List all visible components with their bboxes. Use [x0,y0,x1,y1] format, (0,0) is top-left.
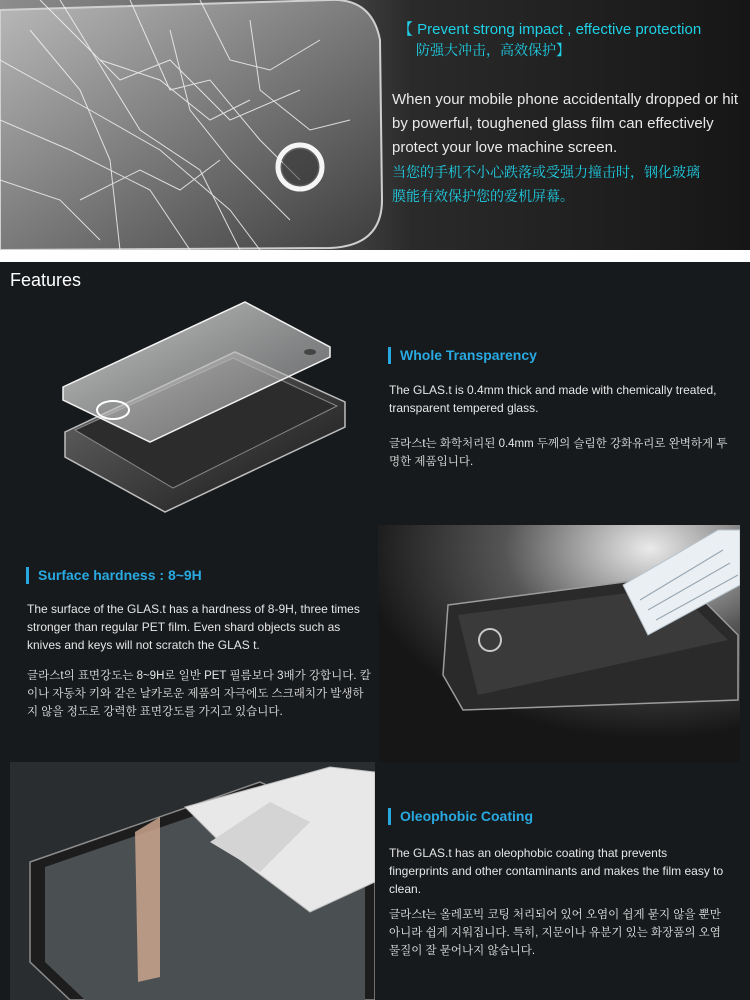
phone-with-glass-film-image [55,292,355,522]
feature-text-oleophobic-ko: 글라스t는 올레포빅 코팅 처리되어 있어 오염이 쉽게 묻지 않을 뿐만 아니라 쉽게 지워집니다. 특히, 지문이나 유분기 있는 화장품의 오염 물질이 잘 묻어나지 않습니다. [389,909,721,957]
feature-title-transparency: Whole Transparency [388,347,537,363]
tagline-english: 【 Prevent strong impact , effective protection [398,21,702,38]
feature-text-hardness-ko: 글라스t의 표면강도는 8~9H로 일반 PET 필름보다 3배가 강합니다. 칼이나 자동차 키와 같은 날카로운 제품의 자극에도 스크래치가 발생하지 않을 정도로 강력한 표면강도를 가지고 있습니다. [27,670,371,718]
features-heading: Features [10,270,82,290]
feature-title-hardness: Surface hardness : 8~9H [26,567,202,583]
features-section [0,262,750,1000]
feature-text-oleophobic-en: The GLAS.t has an oleophobic coating that prevents fingerprints and other contaminants and makes the film easy to clean. [389,846,724,896]
banner-description-chinese: 当您的手机不小心跌落或受强力撞击时，钢化玻璃膜能有效保护您的爱机屏幕。 [392,164,700,204]
feature-text-transparency-en: The GLAS.t is 0.4mm thick and made with chemically treated, transparent tempered glass. [389,383,717,415]
impact-banner [0,0,750,250]
banner-description-english: When your mobile phone accidentally dropped or hit by powerful, toughened glass film can effectively protect your love machine screen. [392,91,739,156]
feature-title-oleophobic: Oleophobic Coating [388,808,533,824]
tagline-chinese: 防强大冲击，高效保护】 [416,42,570,58]
cracked-screen-phone-image [0,0,390,250]
feature-text-transparency-ko: 글라스t는 화학처리된 0.4mm 두께의 슬림한 강화유리로 완벽하게 투명한 제품입니다. [389,438,728,468]
cloth-wiping-phone-image [10,762,375,1000]
knife-on-screen-image [378,525,740,762]
feature-text-hardness-en: The surface of the GLAS.t has a hardness of 8-9H, three times stronger than regular PET film. Even shard objects such as knives and keys will not scratch the GLAS t. [27,602,360,652]
